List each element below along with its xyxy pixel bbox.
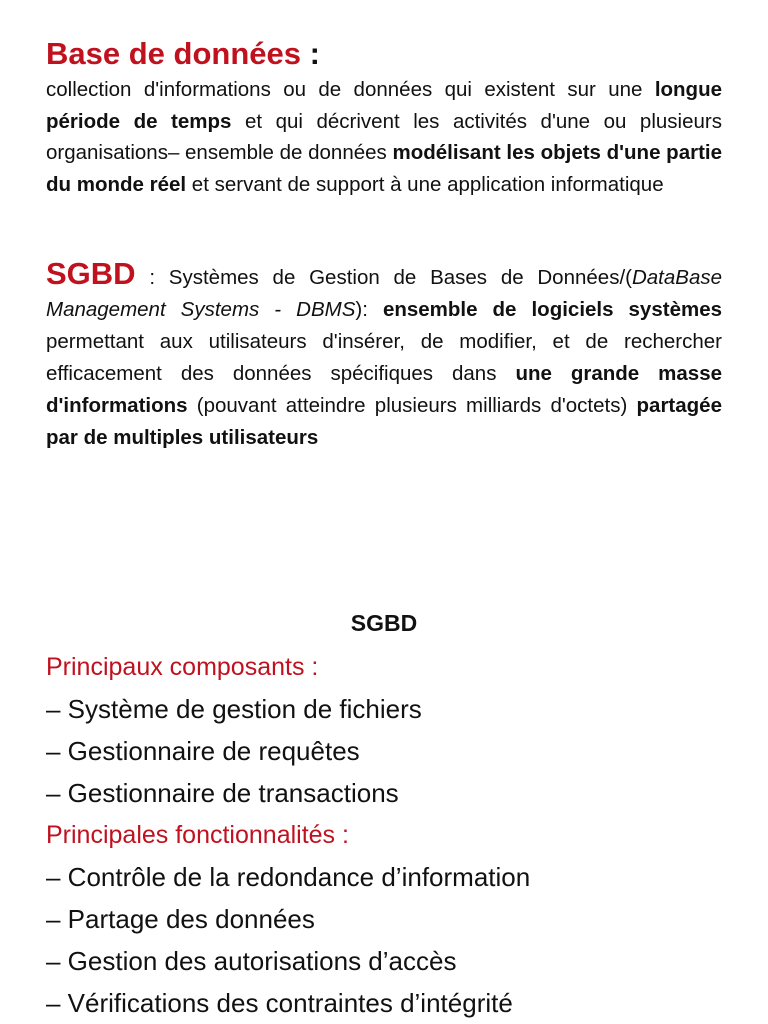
list-item: – Gestion des autorisations d’accès xyxy=(46,946,457,976)
components-heading: Principaux composants : xyxy=(46,653,319,681)
sgbd-bold-shared: partagée par de multiples utilisateurs xyxy=(46,394,722,449)
sgbd-text-part: : Systèmes de Gestion de Bases de Données/( xyxy=(135,266,632,289)
database-text-part: collection d'informations ou de données qui existent sur une xyxy=(46,78,655,101)
database-title xyxy=(46,34,722,74)
database-title-colon: : xyxy=(300,36,320,71)
list-item: – Vérifications des contraintes d’intégrité xyxy=(46,988,513,1018)
database-bold-long-period: longue période de temps xyxy=(46,78,722,133)
sgbd-text-part: permettant aux utilisateurs d'insérer, de modifier, et de rechercher efficacement des données spécifiques dans xyxy=(46,330,722,385)
sgbd-bold-software: ensemble de logiciels systèmes xyxy=(382,298,722,321)
sgbd-bold-mass: une grande masse d'informations xyxy=(46,362,723,417)
features-list xyxy=(46,856,722,1024)
sgbd-italic-dbms: DataBase Management Systems - DBMS xyxy=(46,266,722,321)
database-bold-modeling: modélisant les objets d'une partie du monde réel xyxy=(46,141,723,196)
database-definition xyxy=(46,34,722,200)
sgbd-text-part: ): xyxy=(355,298,383,321)
sgbd-title: SGBD xyxy=(46,256,136,291)
list-item: – Contrôle de la redondance d’information xyxy=(46,862,531,892)
database-text-part: et servant de support à une application informatique xyxy=(186,172,664,196)
sgbd-center-title: SGBD xyxy=(350,610,418,636)
sgbd-definition xyxy=(46,258,722,454)
list-item: – Gestionnaire de transactions xyxy=(46,778,399,808)
features-heading: Principales fonctionnalités : xyxy=(46,821,349,849)
database-definition-text xyxy=(46,74,722,200)
list-item: – Gestionnaire de requêtes xyxy=(46,736,360,766)
list-item: – Système de gestion de fichiers xyxy=(46,694,422,724)
sgbd-text-part: (pouvant atteindre plusieurs milliards d'octets) xyxy=(187,394,637,417)
sgbd-definition-text xyxy=(46,258,722,454)
sgbd-lists xyxy=(46,646,722,1024)
components-list xyxy=(46,688,722,814)
list-item: – Partage des données xyxy=(46,904,315,934)
database-title-text: Base de données xyxy=(46,36,301,71)
database-text-part: et qui décrivent les activités d'une ou plusieurs organisations– ensemble de données xyxy=(46,109,722,164)
